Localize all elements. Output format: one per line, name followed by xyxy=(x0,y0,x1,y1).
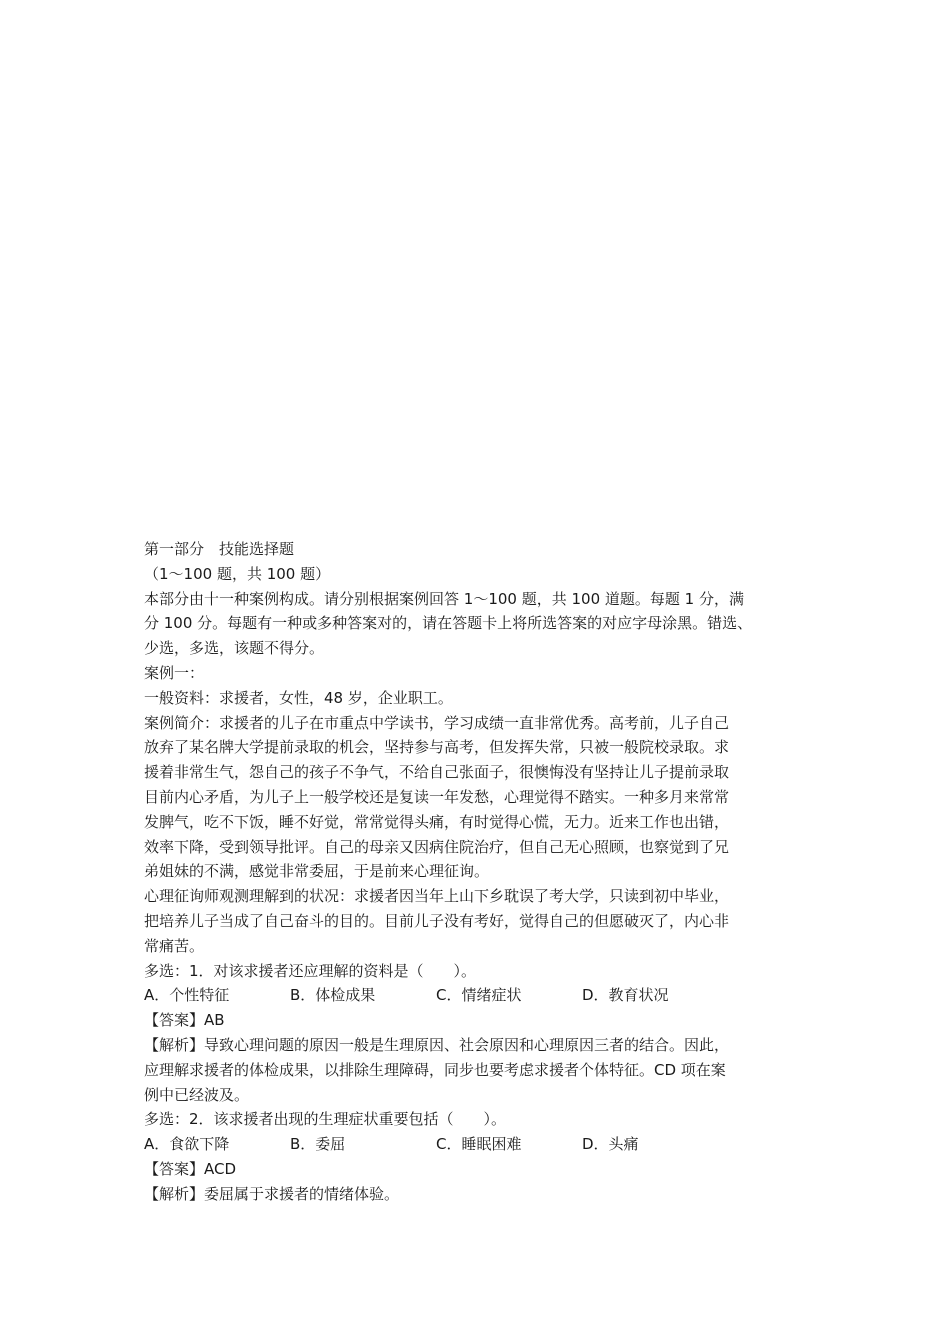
option-a: A．个性特征 xyxy=(144,986,230,1005)
section-title: 第一部分 技能选择题 xyxy=(144,540,295,558)
question-1-options xyxy=(144,983,816,1008)
case-intro-line: 援着非常生气，怨自己的孩子不争气，不给自己张面子，很懊悔没有坚持让儿子提前录取 xyxy=(144,763,730,782)
case-intro-line: 案例简介：求援者的儿子在市重点中学读书，学习成绩一直非常优秀。高考前，儿子自己 xyxy=(144,713,730,732)
intro-line: 少选，多选，该题不得分。 xyxy=(144,639,325,658)
option-a: A．食欲下降 xyxy=(144,1135,230,1154)
case-intro-line: 放弃了某名牌大学提前录取的机会，坚持参与高考，但发挥失常，只被一般院校录取。求 xyxy=(144,738,730,757)
case-intro-line: 发脾气，吃不下饭，睡不好觉，常常觉得头痛，有时觉得心慌，无力。近来工作也出错， xyxy=(144,812,730,831)
range-note: （1～100 题，共 100 题） xyxy=(144,564,331,583)
question-1-analysis-line: 【解析】导致心理问题的原因一般是生理原因、社会原因和心理原因三者的结合。因此， xyxy=(144,1035,730,1054)
question-2-analysis-line: 【解析】委屈属于求援者的情绪体验。 xyxy=(144,1184,400,1203)
question-1-analysis-line: 应理解求援者的体检成果，以排除生理障碍，同步也要考虑求援者个体特征。CD 项在案 xyxy=(144,1060,726,1079)
observation-line: 常痛苦。 xyxy=(144,936,205,955)
option-c: C．睡眠困难 xyxy=(436,1135,522,1154)
document-body xyxy=(144,537,816,1207)
option-b: B．体检成果 xyxy=(290,986,376,1005)
option-c: C．情绪症状 xyxy=(436,986,522,1005)
question-2-options xyxy=(144,1132,816,1157)
option-d: D．教育状况 xyxy=(582,986,669,1005)
question-2-answer: 【答案】ACD xyxy=(144,1159,237,1178)
question-1-analysis-line: 例中已经波及。 xyxy=(144,1085,250,1104)
question-1-answer: 【答案】AB xyxy=(144,1011,225,1030)
observation-line: 心理征询师观测理解到的状况：求援者因当年上山下乡耽误了考大学，只读到初中毕业， xyxy=(144,887,730,906)
intro-line: 分 100 分。每题有一种或多种答案对的，请在答题卡上将所选答案的对应字母涂黑。错选、 xyxy=(144,614,753,633)
case-label: 案例一： xyxy=(144,663,205,682)
question-1-stem: 多选：1．对该求援者还应理解的资料是（ ）。 xyxy=(144,961,477,980)
option-d: D．头痛 xyxy=(582,1135,639,1154)
case-intro-line: 目前内心矛盾，为儿子上一般学校还是复读一年发愁，心理觉得不踏实。一种多月来常常 xyxy=(144,787,730,806)
question-2-stem: 多选：2．该求援者出现的生理症状重要包括（ ）。 xyxy=(144,1110,507,1129)
option-b: B．委屈 xyxy=(290,1135,346,1154)
case-intro-line: 弟姐妹的不满，感觉非常委屈，于是前来心理征询。 xyxy=(144,862,490,881)
general-info: 一般资料：求援者，女性，48 岁，企业职工。 xyxy=(144,688,453,707)
observation-line: 把培养儿子当成了自己奋斗的目的。目前儿子没有考好，觉得自己的但愿破灭了，内心非 xyxy=(144,911,730,930)
intro-line: 本部分由十一种案例构成。请分别根据案例回答 1～100 题，共 100 道题。每题 1 分，满 xyxy=(144,589,744,608)
case-intro-line: 效率下降，受到领导批评。自己的母亲又因病住院治疗，但自己无心照顾，也察觉到了兄 xyxy=(144,837,730,856)
